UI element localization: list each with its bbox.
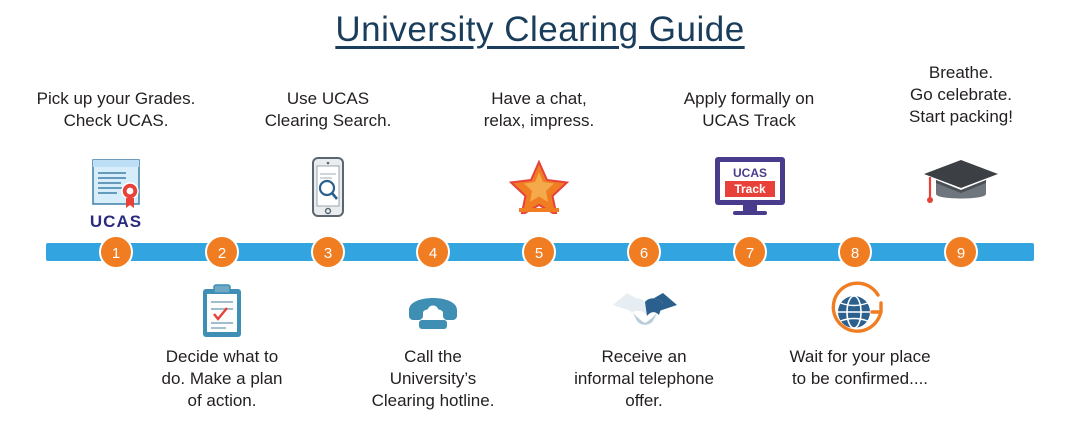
- step-6-label: [544, 346, 744, 411]
- timeline-node-3[interactable]: 3: [311, 235, 345, 269]
- step-8-line-1: Wait for your place: [789, 347, 931, 366]
- clipboard-checklist-icon: [196, 283, 248, 341]
- step-3-line-2: Clearing Search.: [264, 110, 392, 130]
- step-1-label: [16, 88, 216, 132]
- step-1-line-2: Check UCAS.: [63, 110, 169, 130]
- step-9-line-2: Go celebrate.: [909, 84, 1013, 104]
- page-title: University Clearing Guide: [335, 10, 745, 49]
- svg-text:Track: Track: [734, 182, 766, 196]
- step-2-icon-box: [167, 283, 277, 341]
- step-7-line-2: UCAS Track: [702, 110, 796, 130]
- timeline-node-5[interactable]: 5: [522, 235, 556, 269]
- timeline-node-8[interactable]: 8: [838, 235, 872, 269]
- step-7-icon-box: [695, 155, 805, 217]
- step-8-label: [760, 346, 960, 390]
- step-4-line-3: Clearing hotline.: [371, 390, 495, 410]
- timeline-node-1[interactable]: 1: [99, 235, 133, 269]
- step-2-line-1: Decide what to: [165, 347, 279, 366]
- step-5-line-2: relax, impress.: [483, 110, 595, 130]
- step-5-icon-box: [484, 158, 594, 214]
- step-9-icon-box: [906, 156, 1016, 212]
- star-award-icon: [507, 158, 571, 214]
- step-2-line-3: of action.: [187, 390, 257, 410]
- step-9-line-1: Breathe.: [928, 63, 994, 82]
- timeline-node-2[interactable]: 2: [205, 235, 239, 269]
- mobile-search-icon: [307, 156, 349, 218]
- step-6-line-2: informal telephone: [574, 368, 714, 388]
- timeline-node-4[interactable]: 4: [416, 235, 450, 269]
- step-7-label: [649, 88, 849, 132]
- step-8-icon-box: [801, 281, 911, 341]
- step-2-label: [122, 346, 322, 411]
- step-3-label: [228, 88, 428, 132]
- handshake-icon: [611, 283, 679, 335]
- certificate-icon: [81, 158, 151, 210]
- step-4-line-2: University’s: [389, 368, 477, 388]
- timeline-node-6[interactable]: 6: [627, 235, 661, 269]
- step-8-line-2: to be confirmed....: [791, 368, 929, 388]
- step-1-line-1: Pick up your Grades.: [36, 89, 196, 108]
- globe-refresh-icon: [824, 281, 888, 341]
- step-9-label: [861, 62, 1061, 127]
- timeline-node-9[interactable]: 9: [944, 235, 978, 269]
- step-6-line-1: Receive an: [601, 347, 687, 366]
- telephone-icon: [403, 284, 463, 334]
- step-1-icon-box: [61, 158, 171, 232]
- step-3-icon-box: [273, 156, 383, 218]
- step-9-line-3: Start packing!: [909, 106, 1013, 126]
- step-3-line-1: Use UCAS: [286, 89, 370, 108]
- step-4-label: [333, 346, 533, 411]
- step-6-icon-box: [590, 283, 700, 335]
- ucas-track-monitor-icon: [709, 155, 791, 217]
- step-2-line-2: do. Make a plan: [161, 368, 283, 388]
- step-5-label: [439, 88, 639, 132]
- step-1-icon-caption: UCAS: [89, 212, 143, 231]
- step-4-line-1: Call the: [404, 347, 462, 366]
- step-6-line-3: offer.: [625, 390, 663, 410]
- step-7-line-1: Apply formally on: [683, 89, 815, 108]
- step-5-line-1: Have a chat,: [491, 89, 587, 108]
- timeline-node-7[interactable]: 7: [733, 235, 767, 269]
- svg-text:UCAS: UCAS: [732, 166, 768, 180]
- step-4-icon-box: [378, 284, 488, 334]
- graduation-cap-icon: [918, 156, 1004, 212]
